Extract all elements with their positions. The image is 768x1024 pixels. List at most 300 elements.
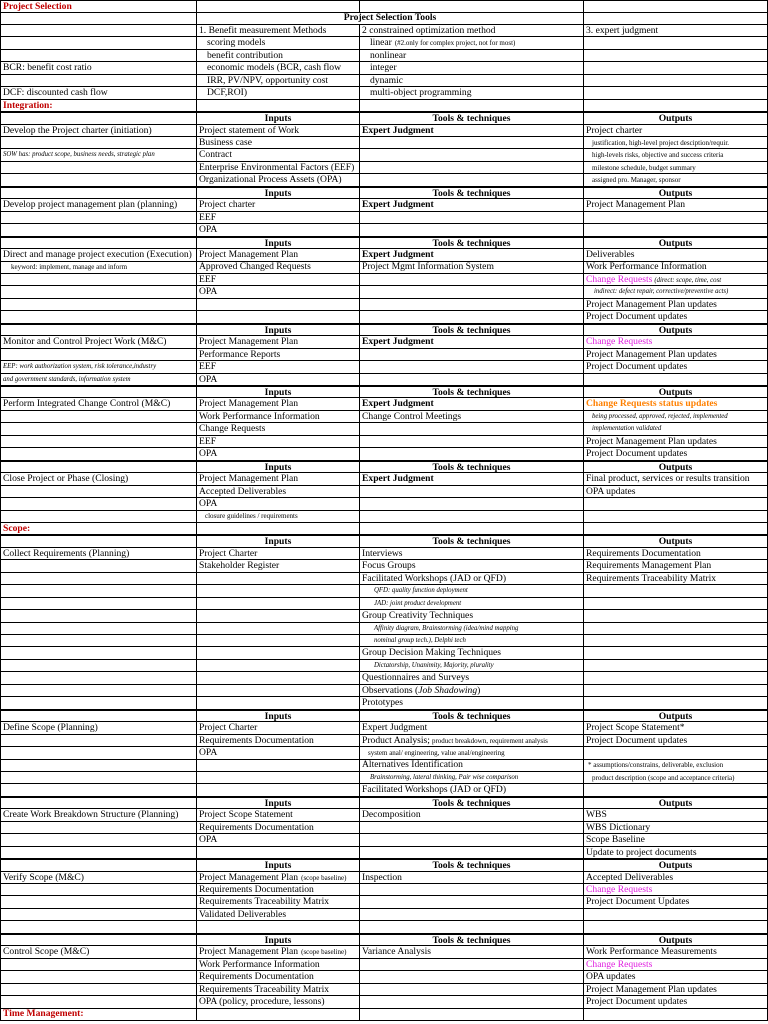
table-cell: Work Performance Measurements (584, 946, 768, 959)
table-cell: Inspection (360, 872, 584, 885)
table-header: Inputs (197, 324, 360, 337)
table-cell (360, 984, 584, 997)
table-cell (360, 436, 584, 449)
table-cell (360, 299, 584, 312)
table-row (0, 411, 768, 424)
table-cell (360, 224, 584, 237)
table-cell (360, 0, 584, 13)
table-cell: Expert Judgment (360, 249, 584, 262)
table-cell (360, 486, 584, 499)
table-cell: Project Charter (197, 548, 360, 561)
table-cell (360, 423, 584, 436)
table-cell (0, 984, 197, 997)
table-cell (360, 361, 584, 374)
table-cell (197, 685, 360, 698)
table-cell (0, 560, 197, 573)
table-cell (584, 0, 768, 13)
table-cell: 1. Benefit measurement Methods (197, 25, 360, 38)
table-row (0, 261, 768, 274)
table-cell: Project statement of Work (197, 125, 360, 138)
table-row (0, 398, 768, 411)
table-cell: Requirements Traceability Matrix (197, 984, 360, 997)
table-row (0, 722, 768, 735)
table-header: Inputs (197, 461, 360, 474)
table-cell: OPA (197, 224, 360, 237)
table-cell (0, 834, 197, 847)
table-cell: OPA (197, 448, 360, 461)
table-cell (0, 75, 197, 88)
table-cell (360, 448, 584, 461)
table-row (0, 996, 768, 1009)
table-cell (0, 822, 197, 835)
table-cell (360, 971, 584, 984)
table-cell: Contract (197, 149, 360, 162)
table-cell (584, 374, 768, 387)
table-cell (0, 697, 197, 710)
table-row (0, 946, 768, 959)
table-header: Inputs (197, 187, 360, 200)
table-cell (360, 374, 584, 387)
table-cell: Project Management Plan (197, 336, 360, 349)
table-cell: Expert Judgment (360, 199, 584, 212)
table-cell: Project Charter (197, 722, 360, 735)
table-row (0, 585, 768, 598)
table-cell (360, 822, 584, 835)
table-cell (0, 598, 197, 611)
table-cell (0, 461, 197, 474)
table-cell: Work Performance Information (584, 261, 768, 274)
table-row (0, 672, 768, 685)
table-row (0, 598, 768, 611)
section-title: Project Selection (0, 0, 197, 13)
table-row (0, 137, 768, 150)
table-header: Tools & techniques (360, 535, 584, 548)
table-cell: Facilitated Workshops (JAD or QFD) (360, 573, 584, 586)
table-cell: Business case (197, 137, 360, 150)
change-requests-text: Change Requests (586, 273, 653, 285)
table-cell (584, 62, 768, 75)
table-row (0, 224, 768, 237)
table-cell: Monitor and Control Project Work (M&C) (0, 336, 197, 349)
table-cell: Requirements Management Plan (584, 560, 768, 573)
table-row (0, 324, 768, 337)
section-title: Scope: (0, 523, 197, 536)
table-cell (360, 311, 584, 324)
table-header: Outputs (584, 187, 768, 200)
table-cell (0, 510, 197, 523)
table-cell (197, 672, 360, 685)
table-cell: Validated Deliverables (197, 909, 360, 922)
table-cell: OPA (197, 498, 360, 511)
table-cell: Project Document updates (584, 735, 768, 748)
table-row (0, 896, 768, 909)
cell-text: (#2.only for complex project, not for most) (394, 39, 516, 48)
table-row (0, 984, 768, 997)
cell-text: Observations ( (362, 684, 419, 696)
table-cell: Interviews (360, 548, 584, 561)
table-cell: Performance Reports (197, 349, 360, 362)
table-cell (584, 12, 768, 25)
table-cell: Project Document updates (584, 448, 768, 461)
table-cell: Project charter (584, 125, 768, 138)
table-cell (584, 909, 768, 922)
table-cell (0, 784, 197, 797)
table-cell (0, 174, 197, 187)
cell-text: (scope baseline) (301, 948, 347, 957)
cell-text: linear (370, 37, 392, 49)
table-cell: Requirements Traceability Matrix (197, 896, 360, 909)
table-row (0, 37, 768, 50)
table-cell: Requirements Documentation (197, 884, 360, 897)
table-cell (0, 486, 197, 499)
table-cell: Affinity diagram, Brainstorming (idea/mind mapping (360, 623, 584, 636)
table-row (0, 909, 768, 922)
table-cell (0, 386, 197, 399)
table-row (0, 0, 768, 13)
table-cell (584, 921, 768, 934)
table-cell (197, 100, 360, 113)
table-row (0, 286, 768, 299)
table-cell: Focus Groups (360, 560, 584, 573)
table-cell (0, 187, 197, 200)
table-row (0, 12, 768, 25)
table-cell: Prototypes (360, 697, 584, 710)
table-cell (584, 660, 768, 673)
table-cell (197, 660, 360, 673)
table-row (0, 349, 768, 362)
table-header: Inputs (197, 386, 360, 399)
table-row (0, 174, 768, 187)
table-header: Outputs (584, 386, 768, 399)
table-cell (0, 573, 197, 586)
table-cell: keyword: implement, manage and inform (0, 261, 197, 274)
table-row (0, 423, 768, 436)
table-cell: Requirements Documentation (197, 971, 360, 984)
table-cell (197, 921, 360, 934)
table-cell: Define Scope (Planning) (0, 722, 197, 735)
table-cell (584, 635, 768, 648)
table-row (0, 237, 768, 250)
table-cell (0, 735, 197, 748)
table-cell (360, 510, 584, 523)
table-header: Tools & techniques (360, 934, 584, 947)
table-cell (584, 697, 768, 710)
table-cell (0, 50, 197, 63)
table-row (0, 610, 768, 623)
table-cell (360, 349, 584, 362)
table-cell: nonlinear (360, 50, 584, 63)
table-cell (0, 237, 197, 250)
table-cell (197, 573, 360, 586)
table-cell: Project Document Updates (584, 896, 768, 909)
table-cell (584, 685, 768, 698)
table-cell: Work Performance Information (197, 959, 360, 972)
table-cell (360, 100, 584, 113)
table-cell: Change Requests (584, 884, 768, 897)
table-cell: Project Scope Statement* (584, 722, 768, 735)
table-cell (360, 959, 584, 972)
table-cell: Change Requests (584, 336, 768, 349)
table-cell: being processed, approved, rejected, implemented (584, 411, 768, 424)
table-cell: Perform Integrated Change Control (M&C) (0, 398, 197, 411)
table-cell (584, 647, 768, 660)
table-row (0, 523, 768, 536)
table-cell (0, 971, 197, 984)
table-cell (0, 311, 197, 324)
cell-text: Job Shadowing (418, 684, 478, 696)
table-cell (584, 784, 768, 797)
table-cell (360, 884, 584, 897)
table-row (0, 573, 768, 586)
table-cell (584, 1008, 768, 1021)
table-cell (197, 0, 360, 13)
table-cell: Change Requests (197, 423, 360, 436)
table-cell: Enterprise Environmental Factors (EEF) (197, 162, 360, 175)
table-cell (197, 772, 360, 785)
table-cell: Expert Judgment (360, 125, 584, 138)
table-cell: integer (360, 62, 584, 75)
table-cell (0, 349, 197, 362)
table-cell (0, 436, 197, 449)
table-row (0, 336, 768, 349)
cell-text: Product Analysis; (362, 734, 430, 746)
table-row (0, 75, 768, 88)
cell-text: product breakdown, requirement analysis (431, 736, 548, 745)
table-cell (584, 510, 768, 523)
table-cell (0, 37, 197, 50)
table-cell (0, 909, 197, 922)
table-cell: Project Document updates (584, 361, 768, 374)
table-row (0, 685, 768, 698)
table-row (0, 934, 768, 947)
table-cell (0, 934, 197, 947)
table-cell (0, 623, 197, 636)
table-cell: OPA (policy, procedure, lessons) (197, 996, 360, 1009)
table-cell (0, 112, 197, 125)
table-cell: Final product, services or results transition (584, 473, 768, 486)
table-cell: Expert Judgment (360, 473, 584, 486)
table-cell: Project Document updates (584, 311, 768, 324)
table-row (0, 149, 768, 162)
table-cell: Project Management Plan updates (584, 349, 768, 362)
table-cell: JAD: joint product development (360, 598, 584, 611)
table-cell (584, 87, 768, 100)
table-cell: Project charter (197, 199, 360, 212)
table-cell: scoring models (197, 37, 360, 50)
table-cell (584, 672, 768, 685)
table-cell: Deliverables (584, 249, 768, 262)
table-row (0, 112, 768, 125)
table-cell: EEF (197, 436, 360, 449)
table-cell: 3. expert judgment (584, 25, 768, 38)
table-cell: OPA updates (584, 971, 768, 984)
table-header: Tools & techniques (360, 324, 584, 337)
table-cell (197, 311, 360, 324)
table-row (0, 747, 768, 760)
table-cell (0, 772, 197, 785)
table-cell (0, 797, 197, 810)
table-cell: IRR, PV/NPV, opportunity cost (197, 75, 360, 88)
table-cell (0, 299, 197, 312)
table-cell: Scope Baseline (584, 834, 768, 847)
table-cell: Verify Scope (M&C) (0, 872, 197, 885)
table-cell (584, 598, 768, 611)
table-row (0, 822, 768, 835)
table-row (0, 473, 768, 486)
table-cell (584, 212, 768, 225)
table-row (0, 162, 768, 175)
table-cell: economic models (BCR, cash flow (197, 62, 360, 75)
table-cell: Change Requests status updates (584, 398, 768, 411)
table-row (0, 62, 768, 75)
table-cell: high-levels risks, objective and success criteria (584, 149, 768, 162)
table-cell: Group Creativity Techniques (360, 610, 584, 623)
table-row (0, 386, 768, 399)
table-cell (0, 996, 197, 1009)
table-cell (360, 685, 584, 698)
table-cell (360, 137, 584, 150)
cell-text: Project Management Plan (199, 946, 299, 958)
cell-text: Project Management Plan (199, 871, 299, 883)
table-header: Outputs (584, 859, 768, 872)
table-row (0, 859, 768, 872)
table-cell (0, 498, 197, 511)
table-cell: DCF,ROI) (197, 87, 360, 100)
table-row (0, 735, 768, 748)
table-cell: 2 constrained optimization method (360, 25, 584, 38)
table-cell: BCR: benefit cost ratio (0, 62, 197, 75)
table-cell (0, 759, 197, 772)
table-cell: Control Scope (M&C) (0, 946, 197, 959)
table-row (0, 374, 768, 387)
table-cell: Alternatives Identification (360, 759, 584, 772)
table-row (0, 535, 768, 548)
table-cell: SOW has: product scope, business needs, strategic plan (0, 149, 197, 162)
table-cell (0, 847, 197, 860)
table-cell: DCF: discounted cash flow (0, 87, 197, 100)
table-header: Outputs (584, 461, 768, 474)
table-cell (360, 896, 584, 909)
table-cell (0, 959, 197, 972)
table-cell: multi-object programming (360, 87, 584, 100)
table-cell (197, 946, 360, 959)
table-cell: Requirements Documentation (584, 548, 768, 561)
table-header: Outputs (584, 710, 768, 723)
table-header: Inputs (197, 535, 360, 548)
table-cell (0, 411, 197, 424)
table-cell (0, 672, 197, 685)
table-row (0, 510, 768, 523)
table-row (0, 560, 768, 573)
table-cell: nominal group tech.), Delphi tech (360, 635, 584, 648)
table-cell: indirect: defect repair, corrective/preventive acts) (584, 286, 768, 299)
table-row (0, 448, 768, 461)
table-row (0, 647, 768, 660)
table-cell (584, 623, 768, 636)
table-cell (360, 37, 584, 50)
table-cell (0, 286, 197, 299)
table-cell (360, 921, 584, 934)
table-cell: Expert Judgment (360, 398, 584, 411)
table-header: Tools & techniques (360, 386, 584, 399)
table-cell (0, 324, 197, 337)
table-cell: Update to project documents (584, 847, 768, 860)
table-cell: assigned pro. Manager, sponsor (584, 174, 768, 187)
table-cell (360, 162, 584, 175)
table-row (0, 486, 768, 499)
cell-text: (direct: scope, time, cost (654, 276, 722, 284)
table-cell: EEF (197, 212, 360, 225)
table-row (0, 971, 768, 984)
table-cell: Work Performance Information (197, 411, 360, 424)
table-cell: WBS Dictionary (584, 822, 768, 835)
table-cell (360, 149, 584, 162)
table-cell (197, 647, 360, 660)
table-cell: Accepted Deliverables (197, 486, 360, 499)
table-header: Inputs (197, 237, 360, 250)
table-header: Outputs (584, 324, 768, 337)
table-cell: EEF (197, 274, 360, 287)
table-cell: Facilitated Workshops (JAD or QFD) (360, 784, 584, 797)
table-header: Outputs (584, 934, 768, 947)
table-row (0, 921, 768, 934)
table-row (0, 772, 768, 785)
table-row (0, 660, 768, 673)
table-cell: Develop project management plan (planning) (0, 199, 197, 212)
table-cell: Develop the Project charter (initiation) (0, 125, 197, 138)
table-cell: dynamic (360, 75, 584, 88)
table-cell: Group Decision Making Techniques (360, 647, 584, 660)
table-row (0, 187, 768, 200)
table-cell: closure guidelines / requirements (197, 510, 360, 523)
table-cell: OPA (197, 747, 360, 760)
table-row (0, 809, 768, 822)
table-cell (0, 212, 197, 225)
table-header: Tools & techniques (360, 187, 584, 200)
table-cell: Accepted Deliverables (584, 872, 768, 885)
table-cell (584, 585, 768, 598)
table-cell (0, 710, 197, 723)
table-cell (0, 162, 197, 175)
table-cell (0, 685, 197, 698)
table-cell: implementation validated (584, 423, 768, 436)
table-cell (197, 872, 360, 885)
table-header: Tools & techniques (360, 859, 584, 872)
table-header: Inputs (197, 934, 360, 947)
table-row (0, 299, 768, 312)
table-cell: justification, high-level project desciption/requir. (584, 137, 768, 150)
table-row (0, 1008, 768, 1021)
table-cell (0, 884, 197, 897)
table-cell: OPA (197, 374, 360, 387)
table-cell (360, 274, 584, 287)
table-cell (360, 286, 584, 299)
table-cell: Close Project or Phase (Closing) (0, 473, 197, 486)
table-cell: Project Management Plan (197, 398, 360, 411)
table-row (0, 249, 768, 262)
table-cell: benefit contribution (197, 50, 360, 63)
table-cell (584, 224, 768, 237)
table-cell: system anal/ engineering, value anal/engineering (360, 747, 584, 760)
table-cell (197, 610, 360, 623)
table-cell (360, 1008, 584, 1021)
table-row (0, 125, 768, 138)
table-cell (360, 498, 584, 511)
table-cell: product description (scope and acceptance criteria) (584, 772, 768, 785)
table-cell: OPA (197, 286, 360, 299)
table-cell (197, 635, 360, 648)
table-row (0, 25, 768, 38)
